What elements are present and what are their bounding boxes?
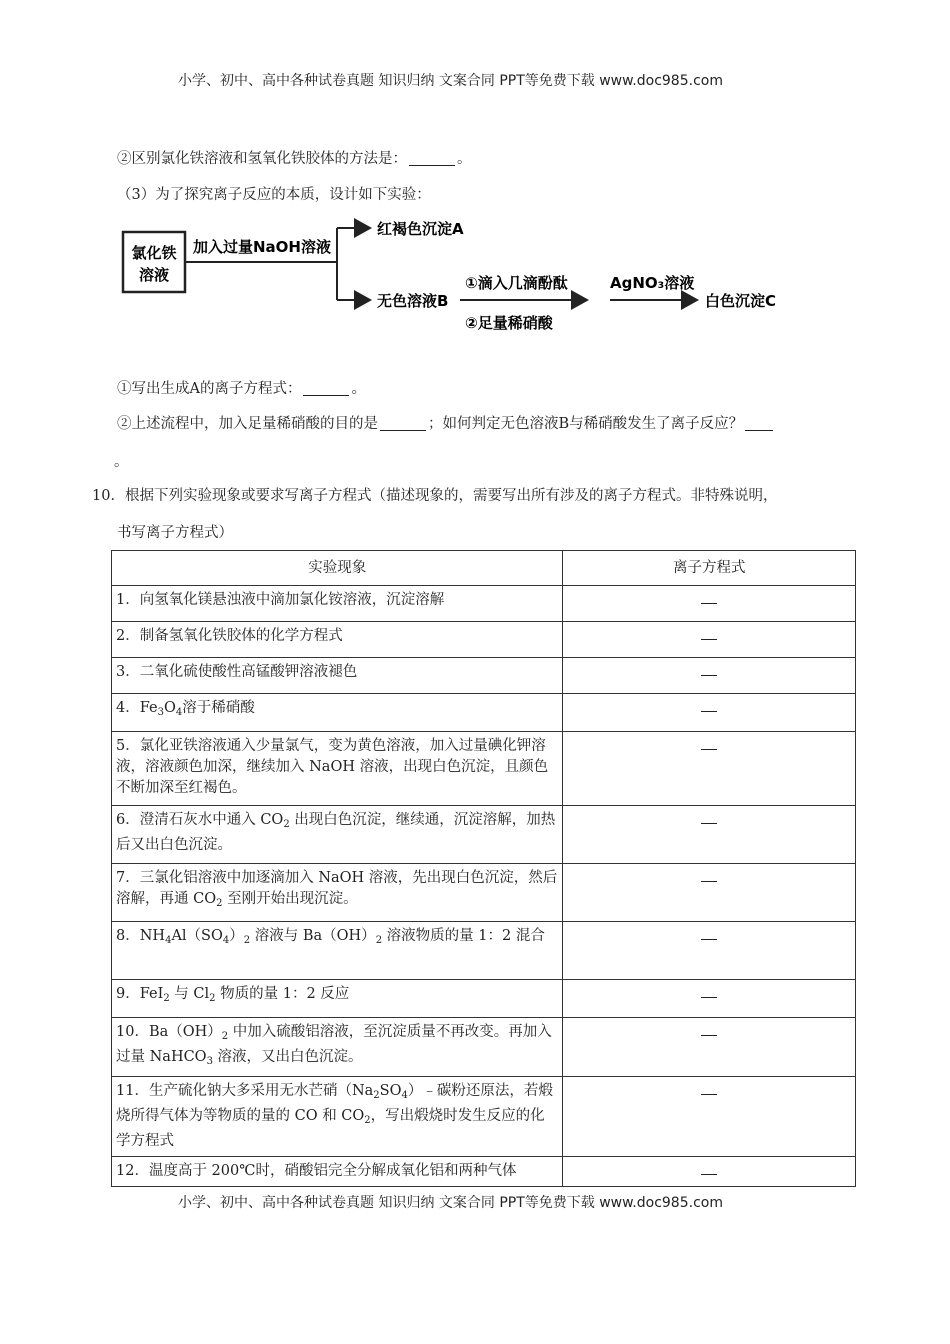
row-5-answer[interactable]	[563, 732, 856, 806]
agno3-label: AgNO₃溶液	[610, 274, 695, 292]
flow-diagram	[115, 212, 795, 352]
answer-blank	[701, 749, 717, 750]
answer-blank	[701, 1094, 717, 1095]
solution-b-label: 无色溶液B	[377, 292, 449, 310]
answer-blank	[701, 881, 717, 882]
row-1-answer[interactable]	[563, 586, 856, 622]
question-2-end: 。	[457, 151, 472, 167]
answer-blank	[380, 416, 426, 432]
page-footer: 小学、初中、高中各种试卷真题 知识归纳 文案合同 PPT等免费下载 www.doc985.com	[178, 1195, 723, 1211]
answer-blank	[701, 675, 717, 676]
row-5-phenomenon: 5．氯化亚铁溶液通入少量氯气，变为黄色溶液，加入过量碘化钾溶液，溶液颜色加深，继续加入 NaOH 溶液，出现白色沉淀，且颜色不断加深至红褐色。	[112, 732, 563, 806]
table-row	[112, 586, 856, 622]
sub-question-1-text: ①写出生成A的离子方程式：	[117, 381, 302, 397]
row-11-answer[interactable]	[563, 1077, 856, 1157]
answer-blank	[701, 711, 717, 712]
row-2-answer[interactable]	[563, 622, 856, 658]
step2-label: ②足量稀硝酸	[465, 314, 553, 332]
row-6-answer[interactable]	[563, 806, 856, 864]
table-row	[112, 922, 856, 980]
answer-blank	[701, 603, 717, 604]
precipitate-c-label: 白色沉淀C	[705, 292, 777, 310]
table-header-row	[112, 551, 856, 586]
table-row	[112, 694, 856, 732]
sub-question-1-end: 。	[351, 381, 366, 397]
sub-question-2-part-b: ；如何判定无色溶液B与稀硝酸发生了离子反应？	[428, 416, 744, 432]
row-12-phenomenon: 12．温度高于 200℃时，硝酸铝完全分解成氧化铝和两种气体	[112, 1157, 563, 1187]
step1-label: ①滴入几滴酚酞	[465, 274, 568, 292]
row-10-phenomenon: 10．$Ba(OH)_2$ 中加入硫酸铝溶液，至沉淀质量不再改变。再加入过量 NaHCO$_3$ 溶液，又出白色沉淀。	[112, 1018, 563, 1077]
answer-blank	[701, 997, 717, 998]
page-header: 小学、初中、高中各种试卷真题 知识归纳 文案合同 PPT等免费下载 www.doc985.com	[178, 73, 723, 89]
row-1-phenomenon: 1．向氢氧化镁悬浊液中滴加氯化铵溶液，沉淀溶解	[112, 586, 563, 622]
row-2-phenomenon: 2．制备氢氧化铁胶体的化学方程式	[112, 622, 563, 658]
answer-blank	[409, 151, 455, 167]
add-naoh-label: 加入过量NaOH溶液	[193, 238, 331, 256]
answer-blank	[701, 639, 717, 640]
row-12-answer[interactable]	[563, 1157, 856, 1187]
row-10-answer[interactable]	[563, 1018, 856, 1077]
row-11-phenomenon: 11．生产硫化钠大多采用无水芒硝$(Na_2SO_4)﹣$碳粉还原法，若煅烧所得气体为等物质的量的 CO 和 $CO_2$，写出煅烧时发生反应的化学方程式	[112, 1077, 563, 1157]
row-3-answer[interactable]	[563, 658, 856, 694]
box-line-1: 氯化铁	[131, 244, 177, 262]
row-7-answer[interactable]	[563, 864, 856, 922]
row-8-phenomenon: 8．$NH_4Al(SO_4)_2$ 溶液与 $Ba(OH)_2$ 溶液物质的量 1：2 混合	[112, 922, 563, 980]
question-2-text: ②区别氯化铁溶液和氢氧化铁胶体的方法是：	[117, 151, 407, 167]
row-4-answer[interactable]	[563, 694, 856, 732]
header-equation: 离子方程式	[563, 551, 856, 586]
answer-blank	[701, 1174, 717, 1175]
table-row	[112, 806, 856, 864]
sub-question-2	[117, 412, 775, 433]
question-10-line-2: 书写离子方程式）	[117, 525, 233, 541]
row-9-answer[interactable]	[563, 980, 856, 1018]
table-row	[112, 622, 856, 658]
question-2-line	[117, 147, 472, 168]
row-6-phenomenon: 6．澄清石灰水中通入 $CO_2$ 出现白色沉淀，继续通，沉淀溶解，加热后又出白色沉淀。	[112, 806, 563, 864]
table-row	[112, 1077, 856, 1157]
table-row	[112, 658, 856, 694]
table-row	[112, 980, 856, 1018]
equation-table	[111, 550, 856, 1187]
row-3-phenomenon: 3．二氧化硫使酸性高锰酸钾溶液褪色	[112, 658, 563, 694]
sub-question-2-end: 。	[114, 454, 129, 470]
table-row	[112, 1018, 856, 1077]
table-row	[112, 732, 856, 806]
answer-blank	[701, 1035, 717, 1036]
header-phenomenon: 实验现象	[112, 551, 563, 586]
answer-blank	[303, 381, 349, 397]
question-3-intro: （3）为了探究离子反应的本质，设计如下实验：	[117, 187, 431, 203]
answer-blank	[701, 823, 717, 824]
table-row	[112, 864, 856, 922]
sub-question-1	[117, 377, 366, 398]
sub-question-2-part-a: ②上述流程中，加入足量稀硝酸的目的是	[117, 416, 378, 432]
answer-blank	[701, 939, 717, 940]
precipitate-a-label: 红褐色沉淀A	[377, 220, 464, 238]
box-line-2: 溶液	[138, 266, 170, 284]
row-8-answer[interactable]	[563, 922, 856, 980]
table-row	[112, 1157, 856, 1187]
row-7-phenomenon: 7．三氯化铝溶液中加逐滴加入 NaOH 溶液，先出现白色沉淀，然后溶解，再通 $CO_2$ 至刚开始出现沉淀。	[112, 864, 563, 922]
row-9-phenomenon: 9．FeI$_2$ 与 $Cl_2$ 物质的量 1：2 反应	[112, 980, 563, 1018]
row-4-phenomenon: 4．$Fe_3O_4$溶于稀硝酸	[112, 694, 563, 732]
answer-blank	[745, 416, 773, 432]
question-10-line-1: 10．根据下列实验现象或要求写离子方程式（描述现象的，需要写出所有涉及的离子方程式。非特殊说明，	[92, 488, 778, 504]
